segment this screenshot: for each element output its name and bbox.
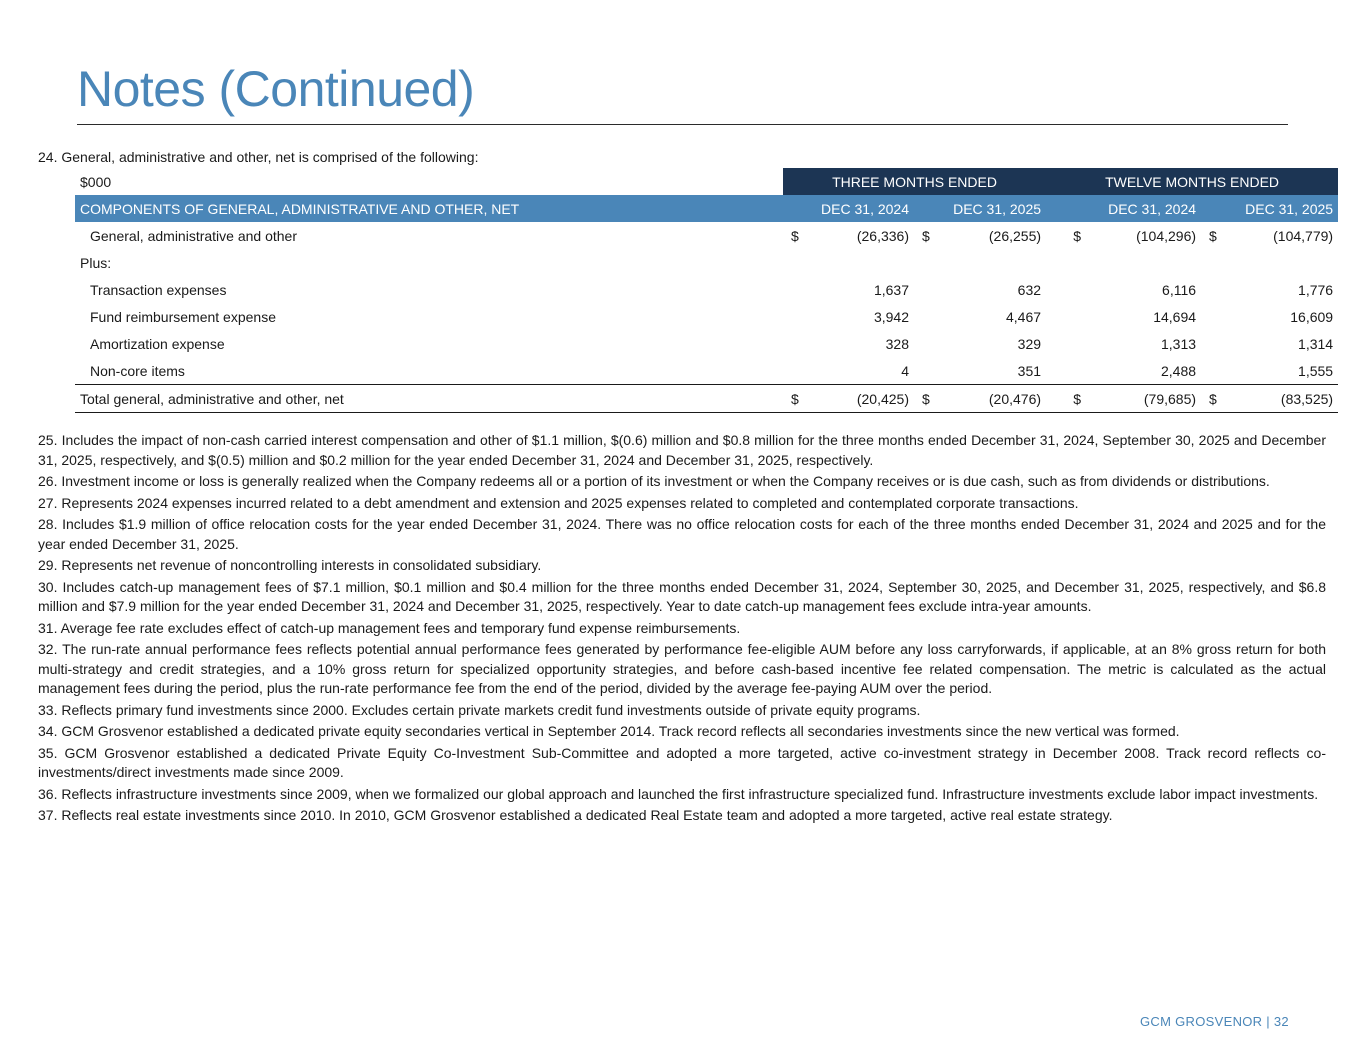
table-total-row <box>75 385 1338 413</box>
col-header-q4-2025: DEC 31, 2025 <box>914 195 1046 222</box>
table-row <box>75 330 1338 357</box>
note-24-intro: 24. General, administrative and other, net is comprised of the following: <box>38 149 479 165</box>
cell-value: (83,525) <box>1223 385 1338 413</box>
cell-value: 632 <box>1017 281 1042 298</box>
cell-value: 2,488 <box>1160 362 1197 379</box>
cell-value: 351 <box>1017 362 1042 379</box>
ga-components-table <box>75 168 1338 413</box>
cell-value: 1,314 <box>1298 335 1334 352</box>
cell-value: 1,776 <box>1298 281 1334 298</box>
footnote-33: 33. Reflects primary fund investments since 2000. Excludes certain private markets credit fund investments outside of private equity programs. <box>38 701 921 718</box>
currency-symbol: $ <box>922 227 930 244</box>
cell-value: (20,425) <box>805 385 914 413</box>
currency-symbol: $ <box>1209 227 1217 244</box>
cell-value: (20,476) <box>936 385 1046 413</box>
cell-value: 14,694 <box>1153 308 1197 325</box>
footnote-37: 37. Reflects real estate investments since 2010. In 2010, GCM Grosvenor established a dedicated Real Estate team and adopted a more targeted, active real estate strategy. <box>38 807 1113 823</box>
cell-value: 329 <box>1017 335 1042 352</box>
cell-value: 1,637 <box>873 281 909 298</box>
footnote-31: 31. Average fee rate excludes effect of catch-up management fees and temporary fund expense reimbursements. <box>38 619 741 636</box>
row-label: Plus: <box>80 254 112 271</box>
cell-value: (79,685) <box>1091 385 1201 413</box>
cell-value: 328 <box>885 335 909 352</box>
page-number: 32 <box>1273 1014 1289 1029</box>
table-row <box>75 249 1338 276</box>
footer-separator: | <box>1266 1014 1270 1029</box>
section-title: COMPONENTS OF GENERAL, ADMINISTRATIVE AND OTHER, NET <box>75 195 783 222</box>
row-label: Non-core items <box>90 362 185 379</box>
footnote-29: 29. Represents net revenue of noncontrolling interests in consolidated subsidiary. <box>38 557 542 573</box>
footnote-30: 30. Includes catch-up management fees of $7.1 million, $0.1 million and $0.4 million for the three months ended December 31, 2024, September 30, 2025, and December 31, 2025, respectively, and $6.8 million and $7.9 million for the year ended December 31, 2024 and December 31, 2025, respectively. Year to date catch-up management fees exclude intra-year amounts. <box>38 578 1326 614</box>
table-group-header-row <box>75 168 1338 195</box>
row-label: Transaction expenses <box>90 281 227 298</box>
cell-value: (26,255) <box>988 227 1042 244</box>
three-months-header: THREE MONTHS ENDED <box>783 168 1046 195</box>
currency-symbol: $ <box>783 385 805 413</box>
cell-value: (104,296) <box>1136 227 1197 244</box>
currency-symbol: $ <box>1046 385 1091 413</box>
cell-value: 1,313 <box>1160 335 1197 352</box>
footer-brand: GCM GROSVENOR <box>1140 1014 1263 1029</box>
currency-symbol: $ <box>791 227 799 244</box>
cell-value: 16,609 <box>1290 308 1334 325</box>
cell-value: 6,116 <box>1162 281 1197 298</box>
footnote-36: 36. Reflects infrastructure investments since 2009, when we formalized our global approach and launched the first infrastructure specialized fund. Infrastructure investments exclude labor impact investments. <box>38 785 1319 802</box>
table-row <box>75 276 1338 303</box>
currency-symbol: $ <box>1201 385 1223 413</box>
table-row <box>75 303 1338 330</box>
cell-value: 1,555 <box>1298 362 1334 379</box>
footnote-34: 34. GCM Grosvenor established a dedicated private equity secondaries vertical in September 2014. Track record reflects all secondaries investments since the new vertical was formed. <box>38 723 1180 739</box>
title-divider <box>77 124 1288 125</box>
col-header-fy-2024: DEC 31, 2024 <box>1046 195 1201 222</box>
row-label: Total general, administrative and other, net <box>75 385 783 413</box>
col-header-q4-2024: DEC 31, 2024 <box>783 195 914 222</box>
page-title: Notes (Continued) <box>77 61 475 117</box>
currency-symbol: $ <box>914 385 936 413</box>
table-row <box>75 357 1338 385</box>
cell-value: (26,336) <box>856 227 909 244</box>
currency-symbol: $ <box>1073 227 1082 244</box>
row-label: General, administrative and other <box>90 227 297 244</box>
cell-value: (104,779) <box>1273 227 1334 244</box>
footnote-35: 35. GCM Grosvenor established a dedicated Private Equity Co-Investment Sub-Committee and adopted a more targeted, active co-investment strategy in December 2008. Track record reflects co-investments/direct investments made since 2009. <box>38 744 1326 780</box>
col-header-fy-2025: DEC 31, 2025 <box>1201 195 1338 222</box>
footnote-26: 26. Investment income or loss is generally realized when the Company redeems all or a portion of its investment or when the Company receives or is due cash, such as from dividends or distributions. <box>38 473 1270 489</box>
cell-value: 4,467 <box>1005 308 1042 325</box>
footnote-25: 25. Includes the impact of non-cash carried interest compensation and other of $1.1 million, $(0.6) million and $0.8 million for the three months ended December 31, 2024, September 30, 2025 and December 31, 2025, respectively, and $(0.5) million and $0.2 million for the year ended December 31, 2024 and December 31, 2025, respectively. <box>38 432 1326 468</box>
unit-label: $000 <box>80 173 112 190</box>
table-row <box>75 222 1338 249</box>
footnote-28: 28. Includes $1.9 million of office relocation costs for the year ended December 31, 2024. There was no office relocation costs for each of the three months ended December 31, 2024 and 2025 and for the year ended December 31, 2025. <box>38 516 1326 552</box>
row-label: Amortization expense <box>90 335 225 352</box>
page-footer <box>1140 1014 1289 1029</box>
footnote-27: 27. Represents 2024 expenses incurred related to a debt amendment and extension and 2025 expenses related to completed and contemplated corporate transactions. <box>38 494 1079 511</box>
cell-value: 4 <box>901 362 909 379</box>
row-label: Fund reimbursement expense <box>90 308 276 325</box>
footnotes <box>38 431 1326 828</box>
twelve-months-header: TWELVE MONTHS ENDED <box>1046 168 1338 195</box>
table-column-header-row <box>75 195 1338 222</box>
cell-value: 3,942 <box>873 308 909 325</box>
footnote-32: 32. The run-rate annual performance fees reflects potential annual performance fees generated by performance fee-eligible AUM before any loss carryforwards, if applicable, at an 8% gross return for both multi-strategy and credit strategies, and a 10% gross return for specialized opportunity strategies, and before cash-based incentive fee related compensation. The metric is calculated as the actual management fees during the period, plus the run-rate performance fee from the end of the period, divided by the average fee-paying AUM over the period. <box>38 641 1326 696</box>
